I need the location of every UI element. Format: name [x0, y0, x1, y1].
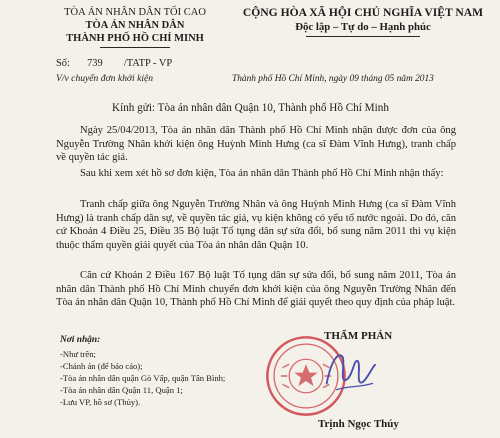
issuer-underline [100, 47, 170, 48]
recipient-item: -Tòa án nhân dân quận Gò Vấp, quận Tân Bình; [60, 373, 226, 383]
body-paragraph-3 [56, 198, 456, 253]
issuer-line-3: THÀNH PHỐ HỒ CHÍ MINH [66, 33, 204, 44]
letter-subject: V/v chuyển đơn khởi kiện [56, 73, 154, 84]
recipient-item: -Như trên; [60, 349, 96, 359]
handwritten-signature-icon [318, 340, 380, 402]
issuer-line-1: TÒA ÁN NHÂN DÂN TỐI CAO [64, 7, 206, 18]
motto-underline [306, 36, 420, 37]
issuer-header [40, 6, 230, 45]
reference-label: Số: [56, 58, 70, 69]
body-paragraph-4 [56, 269, 456, 310]
national-header [232, 6, 494, 34]
body-paragraph-2-text: Sau khi xem xét hồ sơ đơn kiện, Tòa án nhân dân Thành phố Hồ Chí Minh nhận thấy: [80, 168, 444, 179]
body-paragraph-4-text: Căn cứ Khoản 2 Điều 167 Bộ luật Tố tụng dân sự sửa đổi, bổ sung năm 2011, Tòa án nhân dân Thành phố Hồ Chí Minh chuyển đơn khởi kiện của ông Nguyễn Trường Nhân đến Tòa án nhân dân Quận 10, Thành phố Hồ Chí Minh để giải quyết theo quy định của pháp luật. [56, 270, 456, 309]
recipient-line: Kính gửi: Tòa án nhân dân Quận 10, Thành phố Hồ Chí Minh [112, 102, 389, 114]
place-and-date: Thành phố Hồ Chí Minh, ngày 09 tháng 05 năm 2013 [232, 74, 434, 84]
body-paragraph-1 [56, 124, 456, 165]
reference-number-value: 739 [87, 58, 103, 69]
recipient-item: -Chánh án (để báo cáo); [60, 361, 143, 371]
recipient-item: -Lưu VP, hồ sơ (Thủy). [60, 397, 141, 407]
body-paragraph-2 [56, 167, 456, 181]
reference-number [56, 58, 172, 69]
national-motto-line-2: Độc lập – Tự do – Hạnh phúc [295, 21, 431, 33]
reference-code: /TATP - VP [123, 58, 173, 69]
body-paragraph-1-text: Ngày 25/04/2013, Tòa án nhân dân Thành phố Hồ Chí Minh nhận được đơn của ông Nguyễn Trường Nhân khởi kiện ông Huỳnh Minh Hưng (ca sĩ Đàm Vĩnh Hưng), tranh chấp về quyền tác giả. [56, 125, 456, 164]
recipient-item: -Tòa án nhân dân Quận 11, Quận 1; [60, 385, 183, 395]
signer-name: Trịnh Ngọc Thúy [318, 418, 399, 430]
issuer-line-2: TÒA ÁN NHÂN DÂN [85, 20, 185, 31]
body-paragraph-3-text: Tranh chấp giữa ông Nguyễn Trường Nhân và ông Huỳnh Minh Hưng (ca sĩ Đàm Vĩnh Hưng) là tranh chấp dân sự, về quyền tác giả, vụ kiện không có yếu tố nước ngoài. Do đó, căn cứ Khoản 4 Điều 25, Điều 35 Bộ luật Tố tụng dân sự sửa đổi, bổ sung năm 2011 thì vụ kiện thuộc thẩm quyền giải quyết của Tòa án nhân dân Quận 10. [56, 199, 456, 252]
signer-title: THẨM PHÁN [324, 330, 393, 342]
national-motto-line-1: CỘNG HÒA XÃ HỘI CHỦ NGHĨA VIỆT NAM [242, 6, 484, 19]
recipients-title: Nơi nhận: [60, 335, 101, 345]
